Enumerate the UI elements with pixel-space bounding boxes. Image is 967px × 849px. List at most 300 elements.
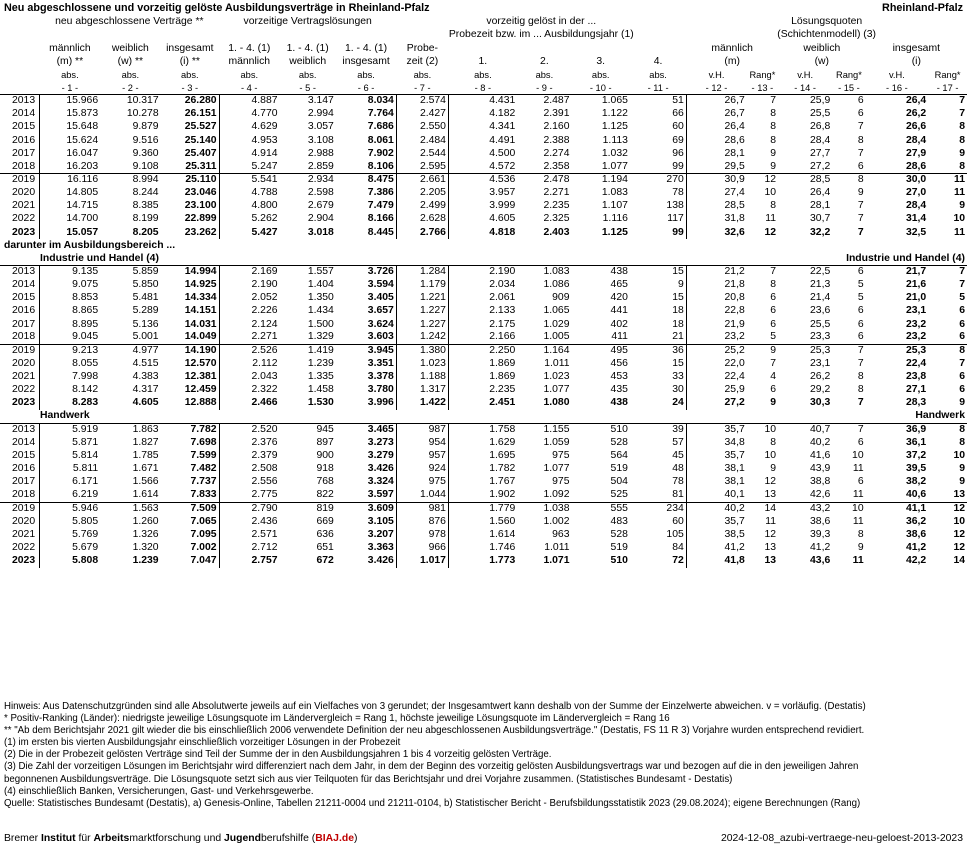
table-row	[0, 384, 967, 397]
col-number-16: - 16 -	[886, 82, 908, 93]
value-cell: 42,6	[810, 489, 831, 501]
header-male-rate-b: (m)	[724, 55, 740, 67]
year-cell: 2021	[0, 200, 40, 213]
value-cell: 7	[747, 95, 778, 108]
value-cell: 43,6	[810, 555, 831, 567]
unit-3: abs.	[181, 69, 199, 80]
value-cell: 37,2	[905, 449, 927, 461]
value-cell: 10	[953, 213, 965, 225]
value-cell: 3.426	[336, 555, 396, 568]
value-cell: 57	[630, 437, 686, 450]
value-cell: 8	[770, 134, 777, 146]
value-cell: 69	[630, 134, 686, 147]
value-cell: 1.284	[396, 266, 448, 279]
table-row	[0, 108, 967, 121]
value-cell: 38,1	[724, 476, 745, 488]
value-cell: 9	[770, 397, 777, 409]
value-cell: 975	[396, 476, 448, 489]
value-cell: 456	[610, 357, 628, 369]
value-cell: 981	[396, 502, 448, 515]
value-cell: 22,4	[905, 357, 927, 369]
value-cell: 1.560	[489, 515, 516, 527]
value-cell: 28,6	[724, 134, 745, 146]
value-cell: 4.317	[132, 384, 159, 396]
section-name-right-1: Industrie und Handel (4)	[846, 252, 965, 264]
value-cell: 7	[747, 266, 778, 279]
value-cell: 4.605	[489, 213, 516, 225]
value-cell: 1.017	[396, 555, 448, 568]
value-cell: 8.385	[132, 200, 159, 212]
header-group-terminations: vorzeitige Vertragslösungen	[243, 16, 372, 28]
value-cell: 25.407	[161, 147, 219, 160]
value-cell: 18	[630, 305, 686, 318]
value-cell: 1.125	[601, 226, 628, 238]
value-cell: 1.038	[517, 502, 571, 515]
header-c3a: insgesamt	[166, 42, 214, 54]
value-cell: 8.205	[132, 226, 159, 238]
year-cell: 2014	[0, 279, 40, 292]
value-cell: 30,3	[810, 397, 831, 409]
table-row	[0, 489, 967, 502]
unit-12: v.H.	[708, 69, 725, 80]
year-cell: 2016	[0, 305, 40, 318]
value-cell: 2.859	[307, 160, 334, 172]
value-cell: 438	[572, 266, 630, 279]
value-cell: 2.526	[219, 345, 279, 358]
year-cell: 2013	[0, 423, 40, 436]
value-cell: 1.086	[543, 279, 570, 291]
header-c1a: männlich	[49, 42, 91, 54]
value-cell: 3.426	[336, 463, 396, 476]
value-cell: 10	[764, 187, 777, 199]
value-cell: 23,3	[810, 331, 831, 343]
value-cell: 1.746	[489, 541, 516, 553]
value-cell: 1.092	[543, 489, 570, 501]
value-cell: 23.262	[161, 226, 219, 239]
value-cell: 7	[928, 266, 967, 279]
value-cell: 81	[630, 489, 686, 502]
value-cell: 495	[572, 345, 630, 358]
value-cell: 945	[280, 423, 336, 436]
value-cell: 10.278	[126, 108, 159, 120]
value-cell: 1.614	[132, 489, 159, 501]
table-row	[0, 463, 967, 476]
value-cell: 270	[630, 174, 686, 187]
value-cell: 9	[857, 541, 864, 553]
value-cell: 26,2	[810, 371, 831, 383]
value-cell: 1.758	[448, 423, 517, 436]
section-name-2: Handwerk	[40, 410, 90, 422]
value-cell: 27,2	[724, 397, 745, 409]
value-cell: 9	[770, 147, 777, 159]
value-cell: 7.686	[336, 121, 396, 134]
footer-org: Bremer Institut für Arbeitsmarktforschung und Jugendberufshilfe (BIAJ.de)	[4, 833, 358, 844]
value-cell: 1.335	[307, 371, 334, 383]
unit-8: abs.	[474, 69, 492, 80]
region-label: Rheinland-Pfalz	[882, 2, 963, 14]
value-cell: 3.726	[336, 266, 396, 279]
value-cell: 32,2	[810, 226, 831, 238]
table-row	[0, 502, 967, 515]
value-cell: 3.378	[336, 371, 396, 384]
value-cell: 2.250	[448, 345, 517, 358]
value-cell: 957	[396, 450, 448, 463]
value-cell: 6	[959, 371, 965, 383]
value-cell: 1.179	[396, 279, 448, 292]
value-cell: 8	[959, 160, 965, 172]
value-cell: 2.043	[251, 371, 278, 383]
value-cell: 1.083	[601, 187, 628, 199]
note-4: (2) Die in der Probezeit gelösten Verträge sind Teil der Summe der in den Ausbildungsjahren 1 bis 4 vorzeitig gelösten Verträge.	[4, 749, 552, 761]
value-cell: 441	[610, 305, 628, 317]
value-cell: 22,8	[724, 305, 745, 317]
value-cell: 66	[630, 108, 686, 121]
value-cell: 2.376	[251, 436, 278, 448]
value-cell: 1.614	[489, 528, 516, 540]
value-cell: 6	[770, 292, 777, 304]
value-cell: 6	[832, 266, 865, 279]
value-cell: 2.994	[307, 108, 334, 120]
section-name-right-2: Handwerk	[915, 410, 965, 422]
value-cell: 15.966	[40, 95, 100, 108]
value-cell: 1.422	[396, 397, 448, 410]
value-cell: 33	[630, 371, 686, 384]
value-cell: 2.775	[251, 489, 278, 501]
value-cell: 7.599	[161, 450, 219, 463]
value-cell: 11	[954, 187, 965, 199]
year-cell: 2020	[0, 187, 40, 200]
value-cell: 8	[832, 174, 865, 187]
col-number-1: - 1 -	[61, 82, 79, 93]
value-cell: 5.919	[40, 423, 100, 436]
value-cell: 897	[316, 436, 334, 448]
value-cell: 1.044	[396, 489, 448, 502]
value-cell: 15.648	[66, 121, 99, 133]
value-cell: 5.427	[251, 226, 278, 238]
unit-14: v.H.	[797, 69, 814, 80]
year-cell: 2017	[0, 476, 40, 489]
value-cell: 1.869	[489, 371, 516, 383]
value-cell: 2.574	[396, 95, 448, 108]
value-cell: 12	[953, 541, 965, 553]
value-cell: 3.594	[336, 279, 396, 292]
value-cell: 11	[852, 463, 864, 475]
value-cell: 11	[954, 226, 965, 238]
table-row	[0, 226, 967, 239]
title-row	[4, 2, 963, 16]
year-cell: 2013	[0, 266, 40, 279]
value-cell: 9	[770, 463, 777, 475]
value-cell: 11	[852, 515, 864, 527]
value-cell: 3.273	[336, 437, 396, 450]
header-c3b: (i) **	[179, 55, 200, 67]
value-cell: 26,4	[724, 121, 745, 133]
value-cell: 12	[764, 226, 777, 238]
value-cell: 105	[630, 528, 686, 541]
value-cell: 3.945	[336, 345, 396, 358]
value-cell: 12.381	[161, 371, 219, 384]
note-1: * Positiv-Ranking (Länder): niedrigste jeweilige Lösungsquote im Ländervergleich = Rang 1, höchste jeweilige Lösungsquote im Ländervergleich = Rang 16	[4, 713, 670, 725]
value-cell: 22,4	[724, 371, 745, 383]
value-cell: 18	[630, 318, 686, 331]
value-cell: 2.556	[251, 476, 278, 488]
value-cell: 7.998	[72, 371, 99, 383]
value-cell: 651	[316, 541, 334, 553]
value-cell: 8.853	[72, 292, 99, 304]
value-cell: 96	[630, 147, 686, 160]
section-label: darunter im Ausbildungsbereich ...	[4, 239, 176, 251]
value-cell: 26,7	[686, 95, 746, 108]
value-cell: 4.953	[251, 134, 278, 146]
value-cell: 28,4	[905, 134, 927, 146]
value-cell: 2.235	[543, 200, 570, 212]
value-cell: 8	[770, 108, 777, 120]
value-cell: 918	[316, 463, 334, 475]
col-number-5: - 5 -	[299, 82, 316, 93]
value-cell: 14	[953, 555, 965, 567]
header-female-rate: weiblich	[803, 42, 841, 54]
value-cell: 5.769	[72, 528, 99, 540]
value-cell: 9.075	[72, 279, 99, 291]
header-c2b: (w) **	[117, 55, 144, 67]
value-cell: 4.770	[251, 108, 278, 120]
value-cell: 2.112	[252, 357, 278, 369]
value-cell: 15	[630, 358, 686, 371]
header-c4a: 1. - 4. (1)	[228, 42, 271, 54]
value-cell: 2.034	[489, 279, 516, 291]
value-cell: 40,7	[778, 423, 832, 436]
table-row	[0, 358, 967, 371]
col-number-6: - 6 -	[357, 82, 375, 93]
table-row	[0, 134, 967, 147]
value-cell: 528	[610, 528, 628, 540]
value-cell: 12	[953, 528, 965, 540]
col-number-11: - 11 -	[647, 82, 669, 93]
table-row	[0, 331, 967, 344]
year-cell: 2016	[0, 463, 40, 476]
value-cell: 35,7	[724, 449, 745, 461]
value-cell: 1.785	[132, 449, 159, 461]
value-cell: 234	[630, 502, 686, 515]
value-cell: 5.262	[251, 213, 278, 225]
value-cell: 1.107	[601, 200, 628, 212]
value-cell: 1.221	[396, 292, 448, 305]
value-cell: 7	[959, 108, 965, 120]
value-cell: 483	[610, 515, 628, 527]
value-cell: 41,8	[724, 555, 745, 567]
value-cell: 7.386	[336, 187, 396, 200]
value-cell: 8	[857, 371, 864, 383]
value-cell: 3.018	[307, 226, 334, 238]
value-cell: 26,4	[810, 187, 831, 199]
value-cell: 3.603	[336, 331, 396, 344]
note-7: (4) einschließlich Banken, Versicherungen, Gast- und Verkehrsgewerbe.	[4, 785, 314, 797]
value-cell: 40,1	[724, 489, 745, 501]
value-cell: 16.203	[66, 160, 99, 172]
value-cell: 4.515	[132, 357, 159, 369]
value-cell: 14.190	[161, 345, 219, 358]
year-cell: 2014	[0, 437, 40, 450]
value-cell: 30	[630, 384, 686, 397]
value-cell: 7.833	[161, 489, 219, 502]
value-cell: 3.465	[336, 423, 396, 436]
value-cell: 3.405	[336, 292, 396, 305]
table-row	[0, 515, 967, 528]
value-cell: 25,5	[810, 318, 831, 330]
value-cell: 1.239	[307, 357, 334, 369]
value-cell: 99	[630, 226, 686, 239]
value-cell: 39,3	[810, 528, 831, 540]
value-cell: 7.047	[161, 555, 219, 568]
value-cell: 25,2	[686, 345, 746, 358]
value-cell: 7.902	[336, 147, 396, 160]
value-cell: 6	[857, 108, 864, 120]
value-cell: 5	[959, 292, 965, 304]
value-cell: 35,7	[686, 423, 746, 436]
value-cell: 9	[959, 463, 965, 475]
value-cell: 27,9	[905, 147, 927, 159]
value-cell: 2.484	[396, 134, 448, 147]
header-c6a: 1. - 4. (1)	[344, 42, 388, 54]
value-cell: 3.780	[336, 384, 396, 397]
table-row	[0, 423, 967, 436]
value-cell: 5.481	[132, 292, 159, 304]
col-number-4: - 4 -	[241, 82, 258, 93]
value-cell: 3.957	[489, 187, 516, 199]
value-cell: 21,2	[686, 266, 746, 279]
value-cell: 924	[396, 463, 448, 476]
value-cell: 453	[610, 371, 628, 383]
value-cell: 2.358	[543, 160, 570, 172]
value-cell: 6	[832, 95, 865, 108]
value-cell: 28,4	[810, 134, 831, 146]
value-cell: 7	[832, 423, 865, 436]
value-cell: 6	[770, 384, 777, 396]
value-cell: 38,6	[905, 528, 927, 540]
value-cell: 6	[770, 305, 777, 317]
value-cell: 7	[770, 357, 777, 369]
value-cell: 23,2	[905, 318, 927, 330]
value-cell: 39	[630, 423, 686, 436]
value-cell: 6	[857, 160, 864, 172]
value-cell: 5.850	[132, 279, 159, 291]
value-cell: 1.116	[602, 213, 628, 225]
value-cell: 3.657	[336, 305, 396, 318]
value-cell: 8.445	[336, 226, 396, 239]
value-cell: 2.379	[251, 449, 278, 461]
value-cell: 9	[959, 200, 965, 212]
value-cell: 12	[764, 476, 777, 488]
value-cell: 7	[959, 279, 965, 291]
value-cell: 5.811	[72, 463, 99, 475]
value-cell: 10	[852, 449, 864, 461]
year-cell: 2020	[0, 358, 40, 371]
value-cell: 8	[857, 384, 864, 396]
unit-4: abs.	[240, 69, 259, 80]
value-cell: 23,6	[810, 305, 831, 317]
header-c7b: zeit (2)	[406, 55, 439, 67]
value-cell: 6	[857, 318, 864, 330]
value-cell: 34,8	[724, 436, 745, 448]
value-cell: 1.380	[396, 345, 448, 358]
value-cell: 43,2	[778, 502, 832, 515]
value-cell: 1.767	[489, 476, 516, 488]
unit-13: Rang*	[749, 69, 776, 80]
value-cell: 27,2	[810, 160, 831, 172]
value-cell: 8	[959, 134, 965, 146]
value-cell: 1.695	[489, 449, 516, 461]
value-cell: 2.427	[396, 108, 448, 121]
value-cell: 822	[316, 489, 334, 501]
col-number-15: - 15 -	[838, 82, 860, 93]
value-cell: 1.326	[132, 528, 159, 540]
value-cell: 25,3	[866, 345, 929, 358]
value-cell: 1.155	[517, 423, 571, 436]
value-cell: 10	[832, 502, 865, 515]
value-cell: 3.324	[336, 476, 396, 489]
value-cell: 40,2	[686, 502, 746, 515]
year-cell: 2022	[0, 542, 40, 555]
value-cell: 2.325	[543, 213, 570, 225]
value-cell: 1.023	[396, 358, 448, 371]
footer	[4, 833, 963, 847]
value-cell: 2.436	[251, 515, 278, 527]
value-cell: 38,2	[905, 476, 927, 488]
value-cell: 8	[770, 121, 777, 133]
value-cell: 3.609	[336, 502, 396, 515]
value-cell: 3.057	[307, 121, 334, 133]
value-cell: 8.244	[132, 187, 159, 199]
value-cell: 5.946	[40, 502, 100, 515]
year-cell: 2015	[0, 292, 40, 305]
value-cell: 1.227	[396, 305, 448, 318]
table-row	[0, 476, 967, 489]
value-cell: 672	[316, 555, 334, 567]
value-cell: 4.182	[489, 108, 516, 120]
value-cell: 16.047	[66, 147, 99, 159]
value-cell: 29,2	[810, 384, 831, 396]
value-cell: 11	[765, 213, 777, 225]
table-row	[0, 437, 967, 450]
value-cell: 6	[959, 384, 965, 396]
value-cell: 7	[857, 357, 864, 369]
value-cell: 3.624	[336, 318, 396, 331]
value-cell: 1.629	[489, 436, 516, 448]
value-cell: 1.125	[601, 121, 628, 133]
value-cell: 26,8	[810, 121, 831, 133]
value-cell: 4.629	[251, 121, 278, 133]
value-cell: 10	[747, 423, 778, 436]
value-cell: 8	[928, 423, 967, 436]
unit-1: abs.	[61, 69, 79, 80]
value-cell: 8	[959, 121, 965, 133]
data-table	[0, 16, 967, 568]
value-cell: 28,3	[905, 397, 927, 409]
header-group-rates-2: (Schichtenmodell) (3)	[777, 29, 876, 41]
value-cell: 21,6	[905, 279, 927, 291]
value-cell: 2.550	[396, 121, 448, 134]
value-cell: 5.859	[100, 266, 160, 279]
value-cell: 22,5	[778, 266, 832, 279]
value-cell: 4	[770, 371, 777, 383]
value-cell: 26.280	[161, 95, 219, 108]
value-cell: 28,4	[905, 200, 927, 212]
value-cell: 5	[857, 279, 864, 291]
value-cell: 7.509	[161, 502, 219, 515]
note-0: Hinweis: Aus Datenschutzgründen sind alle Absolutwerte jeweils auf ein Vielfaches von 3 gerundet; der Insgesamtwert kann deshalb von der Summe der Einzelwerte abweichen. v = vorläufig. (Destatis)	[4, 701, 866, 712]
header-total-rate-b: (i)	[911, 55, 921, 67]
value-cell: 7	[928, 95, 967, 108]
